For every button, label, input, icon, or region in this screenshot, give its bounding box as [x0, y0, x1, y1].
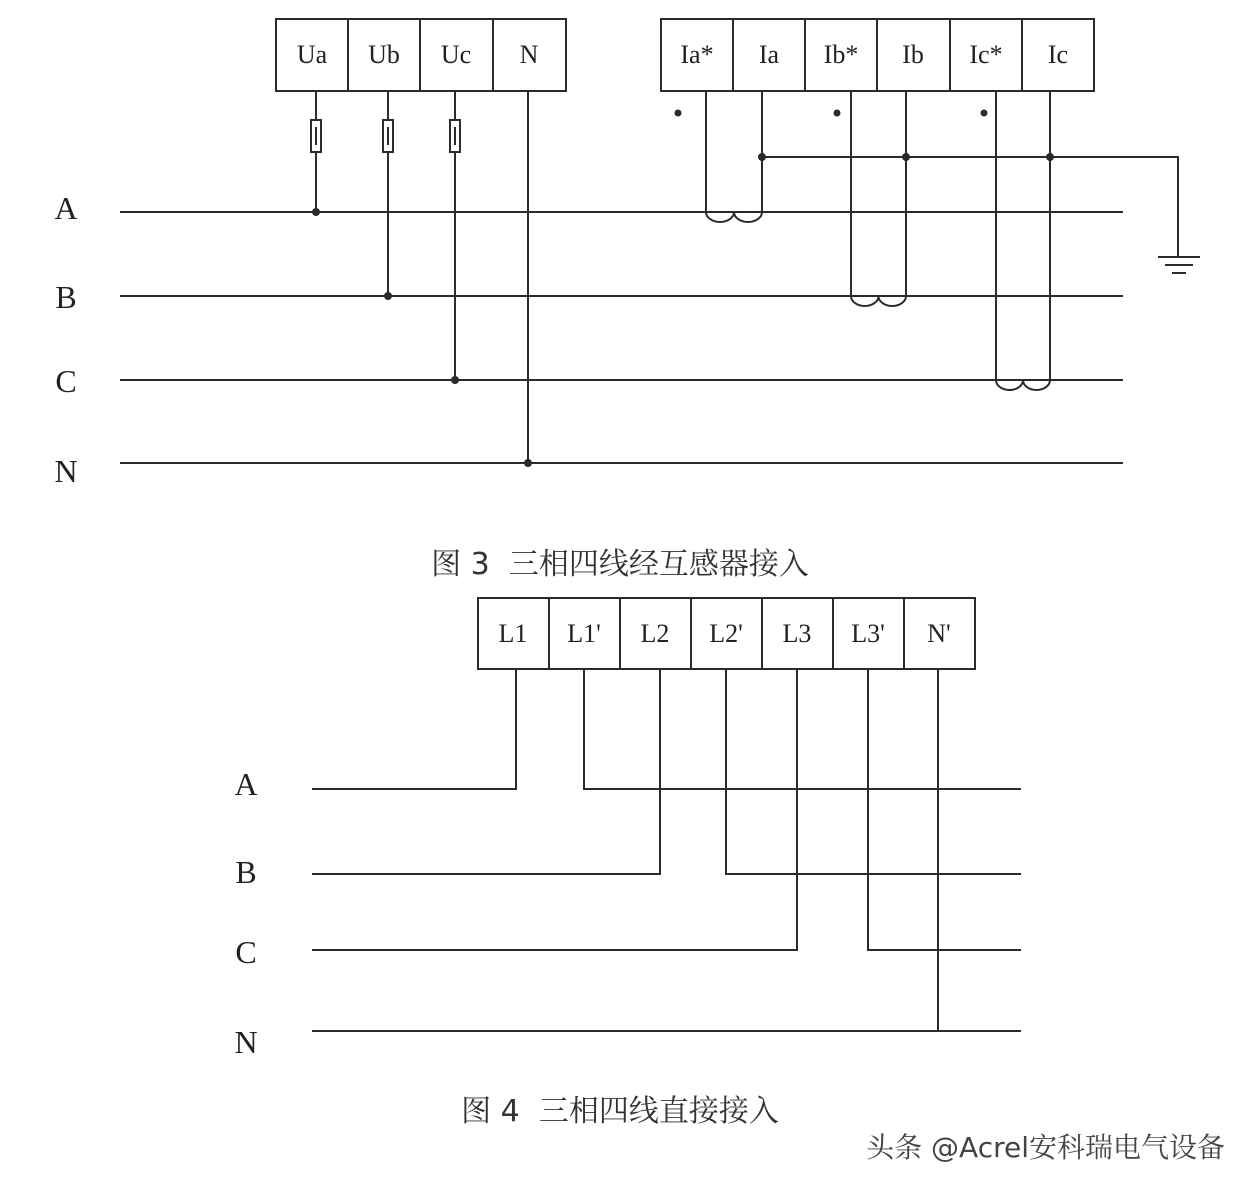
terminal-label-l1-prime: L1' — [567, 619, 601, 648]
junction-ct-common-b — [902, 153, 910, 161]
figure-4-direct-connection — [312, 598, 1021, 1031]
junction-ct-common-c — [1046, 153, 1054, 161]
terminal-label-l1: L1 — [498, 619, 528, 648]
bus-b-out — [726, 669, 1021, 874]
terminal-label-ic-star: Ic* — [969, 40, 1003, 69]
ct-coil-a — [706, 212, 762, 222]
terminal-label-n-prime: N' — [927, 619, 951, 648]
junction-voltage-c — [451, 376, 459, 384]
bus-label-b: B — [55, 279, 77, 315]
terminal-label-ia-star: Ia* — [680, 40, 714, 69]
terminal-label-ib-star: Ib* — [823, 40, 859, 69]
polarity-dot-2 — [981, 110, 988, 117]
ct-common-return — [762, 157, 1178, 257]
figure-3-caption: 图 3 三相四线经互感器接入 — [431, 547, 809, 582]
junction-neutral — [524, 459, 532, 467]
bus-b-in — [312, 669, 660, 874]
terminal-label-uc: Uc — [440, 40, 472, 69]
terminal-label-ub: Ub — [368, 40, 400, 69]
ct-coil-b — [851, 296, 906, 306]
terminal-label-l3: L3 — [782, 619, 812, 648]
polarity-dot-1 — [834, 110, 841, 117]
watermark: 头条 @Acrel安科瑞电气设备 — [866, 1131, 1225, 1164]
junction-voltage-b — [384, 292, 392, 300]
bus-label-n-fig4: N — [234, 1024, 258, 1060]
junction-voltage-a — [312, 208, 320, 216]
bus-label-a-fig4: A — [234, 766, 258, 802]
figure-4-caption: 图 4 三相四线直接接入 — [461, 1094, 779, 1129]
terminal-label-l2: L2 — [640, 619, 670, 648]
bus-label-c: C — [55, 363, 77, 399]
terminal-label-l2-prime: L2' — [709, 619, 743, 648]
bus-a-out — [584, 669, 1021, 789]
terminal-label-l3-prime: L3' — [851, 619, 885, 648]
bus-a-in — [312, 669, 516, 789]
bus-label-b-fig4: B — [235, 854, 257, 890]
ct-coil-c — [996, 380, 1050, 390]
bus-label-a: A — [54, 190, 78, 226]
bus-label-n: N — [54, 453, 78, 489]
terminal-label-ic: Ic — [1047, 40, 1069, 69]
terminal-label-n: N — [519, 40, 539, 69]
junction-ct-common-a — [758, 153, 766, 161]
polarity-dot-0 — [675, 110, 682, 117]
terminal-label-ib: Ib — [902, 40, 924, 69]
bus-c-out — [868, 669, 1021, 950]
terminal-label-ia: Ia — [758, 40, 780, 69]
figure-3-ct-connection — [120, 19, 1200, 467]
terminal-label-ua: Ua — [296, 40, 328, 69]
bus-c-in — [312, 669, 797, 950]
bus-label-c-fig4: C — [235, 934, 257, 970]
